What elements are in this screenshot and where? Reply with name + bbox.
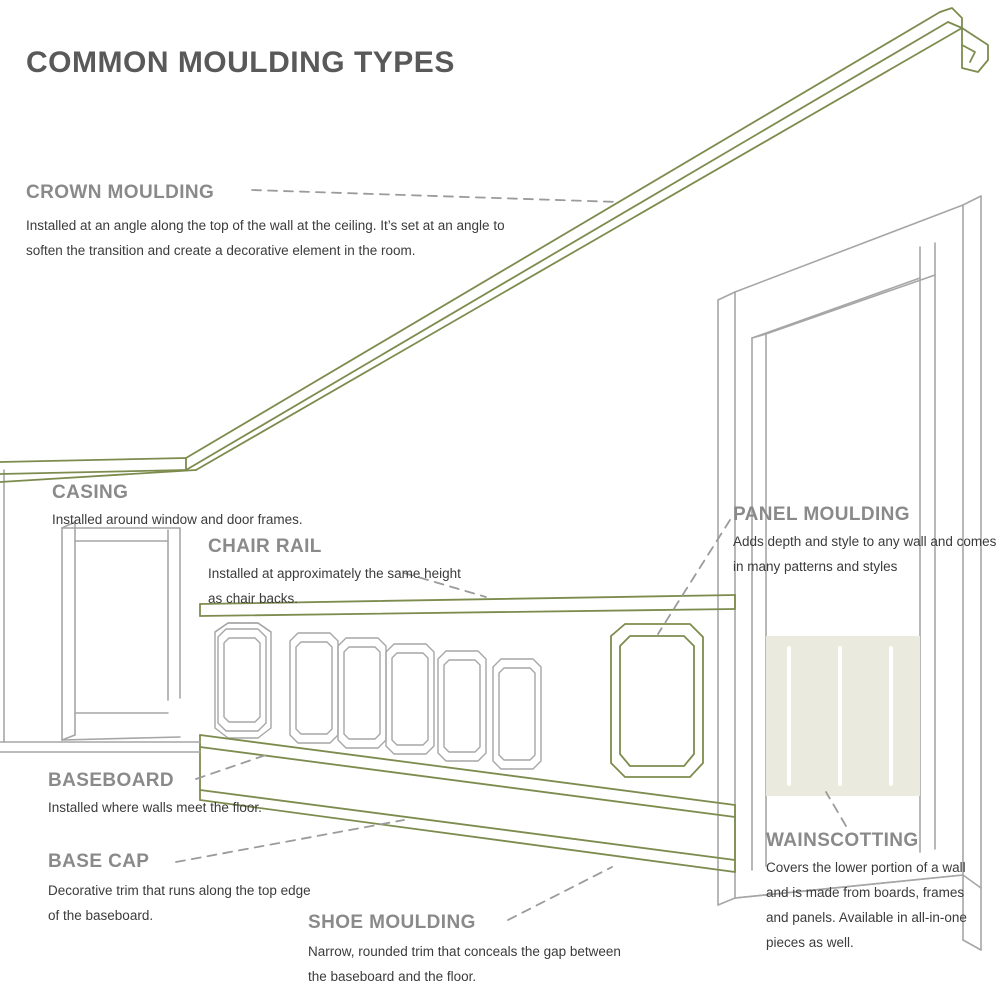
label-panel-moulding: PANEL MOULDING [733, 504, 910, 525]
label-casing: CASING [52, 482, 129, 503]
desc-casing: Installed around window and door frames. [52, 512, 303, 527]
desc-chair-rail: Installed at approximately the same height as chair backs. [208, 566, 461, 606]
page-title: COMMON MOULDING TYPES [26, 46, 455, 79]
leader-baseboard [196, 755, 266, 779]
leader-panel-moulding [658, 520, 730, 634]
ceiling-moulding-left [0, 458, 196, 482]
wainscot-panels [218, 629, 541, 769]
label-crown-moulding: CROWN MOULDING [26, 182, 215, 203]
leader-wainscotting [826, 792, 846, 826]
label-base-cap: BASE CAP [48, 851, 150, 872]
leader-shoe [508, 867, 612, 920]
label-shoe-moulding: SHOE MOULDING [308, 912, 476, 933]
wainscotting-block [766, 636, 920, 796]
label-baseboard: BASEBOARD [48, 770, 175, 791]
leader-crown [252, 190, 618, 202]
label-wainscotting: WAINSCOTTING [766, 830, 919, 851]
desc-crown-moulding: Installed at an angle along the top of the wall at the ceiling. It’s set at an angle to soften the transition and create a decorative element in the room. [26, 218, 505, 258]
leader-base-cap [176, 820, 404, 862]
panel-moulding-highlight [611, 624, 703, 777]
desc-base-cap: Decorative trim that runs along the top edge of the baseboard. [48, 883, 311, 923]
desc-baseboard: Installed where walls meet the floor. [48, 800, 262, 815]
desc-panel-moulding: Adds depth and style to any wall and comes in many patterns and styles [733, 534, 997, 574]
label-chair-rail: CHAIR RAIL [208, 536, 322, 557]
desc-wainscotting: Covers the lower portion of a wall and is made from boards, frames and panels. Available in all-in-one pieces as well. [766, 860, 967, 950]
desc-shoe-moulding: Narrow, rounded trim that conceals the gap between the baseboard and the floor. [308, 944, 621, 984]
